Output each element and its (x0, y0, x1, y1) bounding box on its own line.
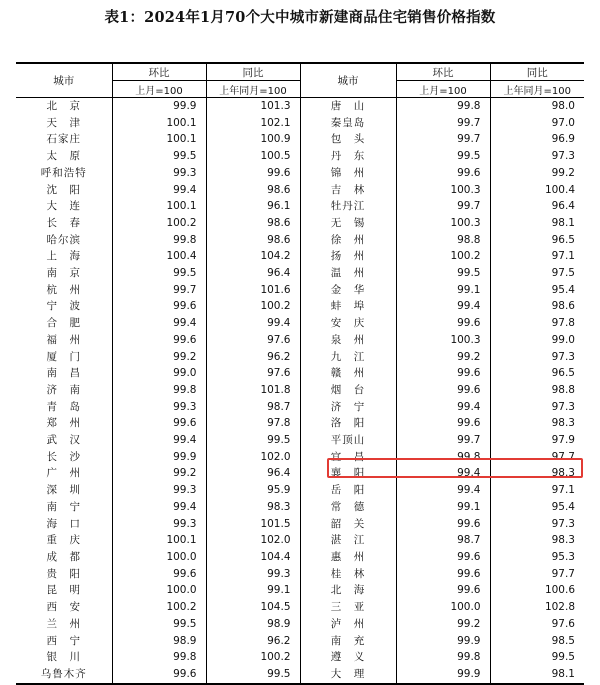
table-row (16, 349, 584, 366)
city-cell: 武 汉 (46, 434, 81, 447)
mom-cell: 99.8 (112, 649, 206, 666)
city-cell: 秦皇岛 (300, 115, 396, 132)
mom-cell: 99.9 (396, 666, 490, 684)
yoy-cell: 99.5 (206, 666, 300, 684)
yoy-cell: 102.0 (206, 532, 300, 549)
yoy-cell: 98.9 (206, 616, 300, 633)
yoy-cell: 95.3 (490, 549, 584, 566)
mom-cell: 99.9 (112, 449, 206, 466)
yoy-cell: 101.3 (206, 98, 300, 115)
table-row (16, 582, 584, 599)
mom-cell: 99.6 (396, 382, 490, 399)
city-cell: 南 充 (300, 633, 396, 650)
city-cell: 呼和浩特 (40, 166, 87, 179)
city-cell: 锦 州 (300, 165, 396, 182)
mom-cell: 100.3 (396, 182, 490, 199)
yoy-cell: 95.4 (490, 282, 584, 299)
city-cell: 金 华 (300, 282, 396, 299)
yoy-cell: 96.9 (490, 131, 584, 148)
mom-cell: 99.6 (396, 549, 490, 566)
table-body (16, 98, 584, 684)
city-cell: 海 口 (46, 517, 81, 530)
yoy-cell: 97.8 (490, 315, 584, 332)
city-cell: 南 京 (46, 267, 81, 280)
mom-cell: 100.1 (112, 115, 206, 132)
city-cell: 上 海 (46, 250, 81, 263)
mom-cell: 99.6 (396, 582, 490, 599)
yoy-cell: 99.5 (490, 649, 584, 666)
city-cell: 牡丹江 (300, 198, 396, 215)
city-cell: 合 肥 (46, 317, 81, 330)
mom-cell: 99.0 (112, 365, 206, 382)
mom-cell: 99.5 (112, 148, 206, 165)
city-cell: 吉 林 (300, 182, 396, 199)
table-row (16, 215, 584, 232)
mom-cell: 100.0 (112, 582, 206, 599)
yoy-cell: 95.4 (490, 499, 584, 516)
city-cell: 南 昌 (46, 367, 81, 380)
yoy-cell: 98.1 (490, 215, 584, 232)
city-cell: 长 春 (46, 216, 81, 229)
table-row (16, 415, 584, 432)
mom-base-left: 上月=100 (112, 81, 206, 98)
mom-cell: 98.9 (112, 633, 206, 650)
city-cell: 乌鲁木齐 (16, 666, 112, 684)
yoy-cell: 100.2 (206, 649, 300, 666)
table-row (16, 315, 584, 332)
mom-cell: 99.6 (396, 516, 490, 533)
city-cell: 天 津 (46, 116, 81, 129)
mom-cell: 100.1 (112, 532, 206, 549)
city-cell: 南 宁 (46, 500, 81, 513)
mom-cell: 100.2 (396, 248, 490, 265)
city-cell: 常 德 (300, 499, 396, 516)
mom-cell: 99.6 (112, 415, 206, 432)
mom-cell: 99.6 (396, 165, 490, 182)
city-cell: 九 江 (300, 349, 396, 366)
mom-cell: 99.6 (112, 332, 206, 349)
mom-cell: 99.3 (112, 165, 206, 182)
city-cell: 三 亚 (300, 599, 396, 616)
yoy-cell: 99.5 (206, 432, 300, 449)
city-cell: 襄 阳 (300, 465, 396, 482)
city-cell: 北 京 (46, 100, 81, 112)
city-cell: 西 宁 (46, 634, 81, 647)
table-row (16, 616, 584, 633)
mom-cell: 99.4 (112, 432, 206, 449)
mom-cell: 100.1 (112, 198, 206, 215)
table-title: 表1：2024年1月70个大中城市新建商品住宅销售价格指数 (104, 9, 496, 26)
mom-cell: 99.5 (396, 148, 490, 165)
city-cell: 扬 州 (300, 248, 396, 265)
yoy-cell: 98.6 (490, 298, 584, 315)
table-row (16, 265, 584, 282)
yoy-cell: 97.1 (490, 248, 584, 265)
city-cell: 石家庄 (46, 133, 81, 146)
yoy-cell: 97.6 (206, 332, 300, 349)
yoy-cell: 97.3 (490, 349, 584, 366)
yoy-cell: 97.5 (490, 265, 584, 282)
yoy-cell: 100.9 (206, 131, 300, 148)
yoy-base-left: 上年同月=100 (206, 81, 300, 98)
yoy-cell: 100.6 (490, 582, 584, 599)
city-cell: 泸 州 (300, 616, 396, 633)
city-cell: 厦 门 (46, 350, 81, 363)
city-cell: 岳 阳 (300, 482, 396, 499)
table-row (16, 599, 584, 616)
yoy-cell: 101.8 (206, 382, 300, 399)
city-cell: 湛 江 (300, 532, 396, 549)
yoy-cell: 98.3 (490, 532, 584, 549)
table-row (16, 365, 584, 382)
city-cell: 北 海 (300, 582, 396, 599)
yoy-cell: 97.7 (490, 566, 584, 583)
yoy-cell: 99.6 (206, 165, 300, 182)
price-index-table (16, 62, 584, 685)
yoy-header-right: 同比 (490, 63, 584, 81)
table-row (16, 499, 584, 516)
table-row (16, 115, 584, 132)
yoy-cell: 98.7 (206, 399, 300, 416)
yoy-cell: 98.6 (206, 182, 300, 199)
table-row (16, 131, 584, 148)
yoy-cell: 98.0 (490, 98, 584, 115)
yoy-cell: 98.6 (206, 232, 300, 249)
yoy-cell: 104.2 (206, 248, 300, 265)
mom-cell: 99.6 (396, 365, 490, 382)
mom-cell: 99.8 (112, 232, 206, 249)
mom-cell: 99.2 (112, 349, 206, 366)
city-cell: 唐 山 (300, 98, 396, 115)
yoy-cell: 98.3 (490, 415, 584, 432)
city-cell: 宁 波 (46, 300, 81, 313)
mom-cell: 99.2 (396, 349, 490, 366)
yoy-header-left: 同比 (206, 63, 300, 81)
city-cell: 杭 州 (46, 283, 81, 296)
table-row (16, 298, 584, 315)
mom-cell: 99.8 (112, 382, 206, 399)
mom-cell: 99.7 (112, 282, 206, 299)
yoy-cell: 102.1 (206, 115, 300, 132)
yoy-cell: 98.1 (490, 666, 584, 684)
mom-cell: 100.3 (396, 332, 490, 349)
yoy-cell: 96.4 (490, 198, 584, 215)
yoy-cell: 101.5 (206, 516, 300, 533)
mom-cell: 99.3 (112, 482, 206, 499)
table-row (16, 449, 584, 466)
yoy-cell: 97.3 (490, 148, 584, 165)
mom-base-right: 上月=100 (396, 81, 490, 98)
city-cell: 宜 昌 (300, 449, 396, 466)
yoy-cell: 97.3 (490, 399, 584, 416)
city-cell: 哈尔滨 (46, 233, 81, 246)
mom-cell: 99.7 (396, 432, 490, 449)
mom-cell: 99.8 (396, 98, 490, 115)
yoy-cell: 97.9 (490, 432, 584, 449)
city-cell: 桂 林 (300, 566, 396, 583)
yoy-cell: 99.1 (206, 582, 300, 599)
mom-cell: 99.2 (112, 465, 206, 482)
city-cell: 安 庆 (300, 315, 396, 332)
city-cell: 昆 明 (46, 584, 81, 597)
city-header-right: 城市 (300, 63, 396, 98)
mom-cell: 99.5 (112, 265, 206, 282)
yoy-cell: 98.6 (206, 215, 300, 232)
yoy-cell: 96.2 (206, 633, 300, 650)
table-row (16, 182, 584, 199)
table-row (16, 649, 584, 666)
mom-cell: 99.6 (112, 298, 206, 315)
mom-header-left: 环比 (112, 63, 206, 81)
mom-cell: 100.4 (112, 248, 206, 265)
mom-cell: 99.4 (396, 298, 490, 315)
city-cell: 广 州 (46, 467, 81, 480)
mom-cell: 99.4 (396, 465, 490, 482)
mom-cell: 99.4 (396, 482, 490, 499)
table-row (16, 633, 584, 650)
city-cell: 平顶山 (300, 432, 396, 449)
city-cell: 成 都 (46, 550, 81, 563)
mom-cell: 99.6 (396, 415, 490, 432)
city-cell: 丹 东 (300, 148, 396, 165)
yoy-cell: 97.3 (490, 516, 584, 533)
city-cell: 无 锡 (300, 215, 396, 232)
table-row (16, 432, 584, 449)
table-row (16, 98, 584, 115)
mom-cell: 99.1 (396, 499, 490, 516)
mom-cell: 99.7 (396, 131, 490, 148)
yoy-cell: 96.5 (490, 365, 584, 382)
yoy-cell: 97.6 (490, 616, 584, 633)
table-row (16, 282, 584, 299)
city-cell: 遵 义 (300, 649, 396, 666)
city-cell: 济 宁 (300, 399, 396, 416)
city-cell: 大 连 (46, 200, 81, 213)
city-cell: 青 岛 (46, 400, 81, 413)
yoy-cell: 102.8 (490, 599, 584, 616)
city-cell: 西 安 (46, 601, 81, 614)
city-cell: 赣 州 (300, 365, 396, 382)
mom-cell: 99.7 (396, 115, 490, 132)
city-cell: 银 川 (46, 651, 81, 664)
yoy-cell: 99.3 (206, 566, 300, 583)
mom-cell: 100.0 (396, 599, 490, 616)
table-row (16, 666, 584, 684)
table-row (16, 566, 584, 583)
table-row (16, 516, 584, 533)
city-cell: 沈 阳 (46, 183, 81, 196)
yoy-cell: 97.6 (206, 365, 300, 382)
mom-cell: 99.4 (112, 182, 206, 199)
city-cell: 韶 关 (300, 516, 396, 533)
table-row (16, 248, 584, 265)
table-row (16, 465, 584, 482)
yoy-cell: 104.4 (206, 549, 300, 566)
mom-cell: 99.8 (396, 649, 490, 666)
table-row (16, 399, 584, 416)
city-cell: 贵 阳 (46, 567, 81, 580)
mom-cell: 100.0 (112, 549, 206, 566)
city-cell: 深 圳 (46, 484, 81, 497)
yoy-base-right: 上年同月=100 (490, 81, 584, 98)
mom-cell: 99.9 (396, 633, 490, 650)
mom-cell: 99.3 (112, 399, 206, 416)
mom-cell: 99.8 (396, 449, 490, 466)
yoy-cell: 96.4 (206, 265, 300, 282)
table-row (16, 549, 584, 566)
mom-cell: 100.1 (112, 131, 206, 148)
city-cell: 太 原 (46, 150, 81, 163)
yoy-cell: 99.2 (490, 165, 584, 182)
yoy-cell: 102.0 (206, 449, 300, 466)
mom-cell: 99.2 (396, 616, 490, 633)
mom-cell: 98.7 (396, 532, 490, 549)
yoy-cell: 97.1 (490, 482, 584, 499)
mom-cell: 99.6 (396, 315, 490, 332)
mom-cell: 99.4 (112, 315, 206, 332)
yoy-cell: 99.4 (206, 315, 300, 332)
city-cell: 泉 州 (300, 332, 396, 349)
mom-cell: 99.5 (112, 616, 206, 633)
city-cell: 包 头 (300, 131, 396, 148)
table-row (16, 482, 584, 499)
mom-cell: 99.7 (396, 198, 490, 215)
yoy-cell: 98.3 (490, 465, 584, 482)
city-header-left: 城市 (16, 63, 112, 98)
city-cell: 洛 阳 (300, 415, 396, 432)
mom-cell: 99.9 (112, 98, 206, 115)
table-row (16, 532, 584, 549)
mom-cell: 99.5 (396, 265, 490, 282)
table-row (16, 165, 584, 182)
city-cell: 温 州 (300, 265, 396, 282)
mom-cell: 99.6 (112, 666, 206, 684)
yoy-cell: 97.8 (206, 415, 300, 432)
city-cell: 长 沙 (46, 450, 81, 463)
yoy-cell: 100.5 (206, 148, 300, 165)
city-cell: 徐 州 (300, 232, 396, 249)
mom-cell: 98.8 (396, 232, 490, 249)
yoy-cell: 104.5 (206, 599, 300, 616)
city-cell: 惠 州 (300, 549, 396, 566)
city-cell: 兰 州 (46, 617, 81, 630)
city-cell: 福 州 (46, 333, 81, 346)
table-row (16, 332, 584, 349)
mom-cell: 99.6 (112, 566, 206, 583)
city-cell: 郑 州 (46, 417, 81, 430)
yoy-cell: 97.0 (490, 115, 584, 132)
mom-cell: 100.3 (396, 215, 490, 232)
yoy-cell: 95.9 (206, 482, 300, 499)
mom-cell: 100.2 (112, 215, 206, 232)
city-cell: 大 理 (300, 666, 396, 684)
table-row (16, 382, 584, 399)
yoy-cell: 96.2 (206, 349, 300, 366)
city-cell: 蚌 埠 (300, 298, 396, 315)
city-cell: 济 南 (46, 383, 81, 396)
yoy-cell: 100.2 (206, 298, 300, 315)
yoy-cell: 99.0 (490, 332, 584, 349)
city-cell: 重 庆 (46, 534, 81, 547)
yoy-cell: 97.7 (490, 449, 584, 466)
table-row (16, 198, 584, 215)
yoy-cell: 96.4 (206, 465, 300, 482)
yoy-cell: 96.1 (206, 198, 300, 215)
mom-cell: 99.6 (396, 566, 490, 583)
table-row (16, 148, 584, 165)
city-cell: 烟 台 (300, 382, 396, 399)
yoy-cell: 101.6 (206, 282, 300, 299)
yoy-cell: 98.5 (490, 633, 584, 650)
mom-cell: 99.4 (112, 499, 206, 516)
yoy-cell: 100.4 (490, 182, 584, 199)
mom-cell: 99.1 (396, 282, 490, 299)
yoy-cell: 96.5 (490, 232, 584, 249)
mom-cell: 100.2 (112, 599, 206, 616)
yoy-cell: 98.8 (490, 382, 584, 399)
yoy-cell: 98.3 (206, 499, 300, 516)
mom-cell: 99.4 (396, 399, 490, 416)
table-row (16, 232, 584, 249)
mom-cell: 99.3 (112, 516, 206, 533)
mom-header-right: 环比 (396, 63, 490, 81)
